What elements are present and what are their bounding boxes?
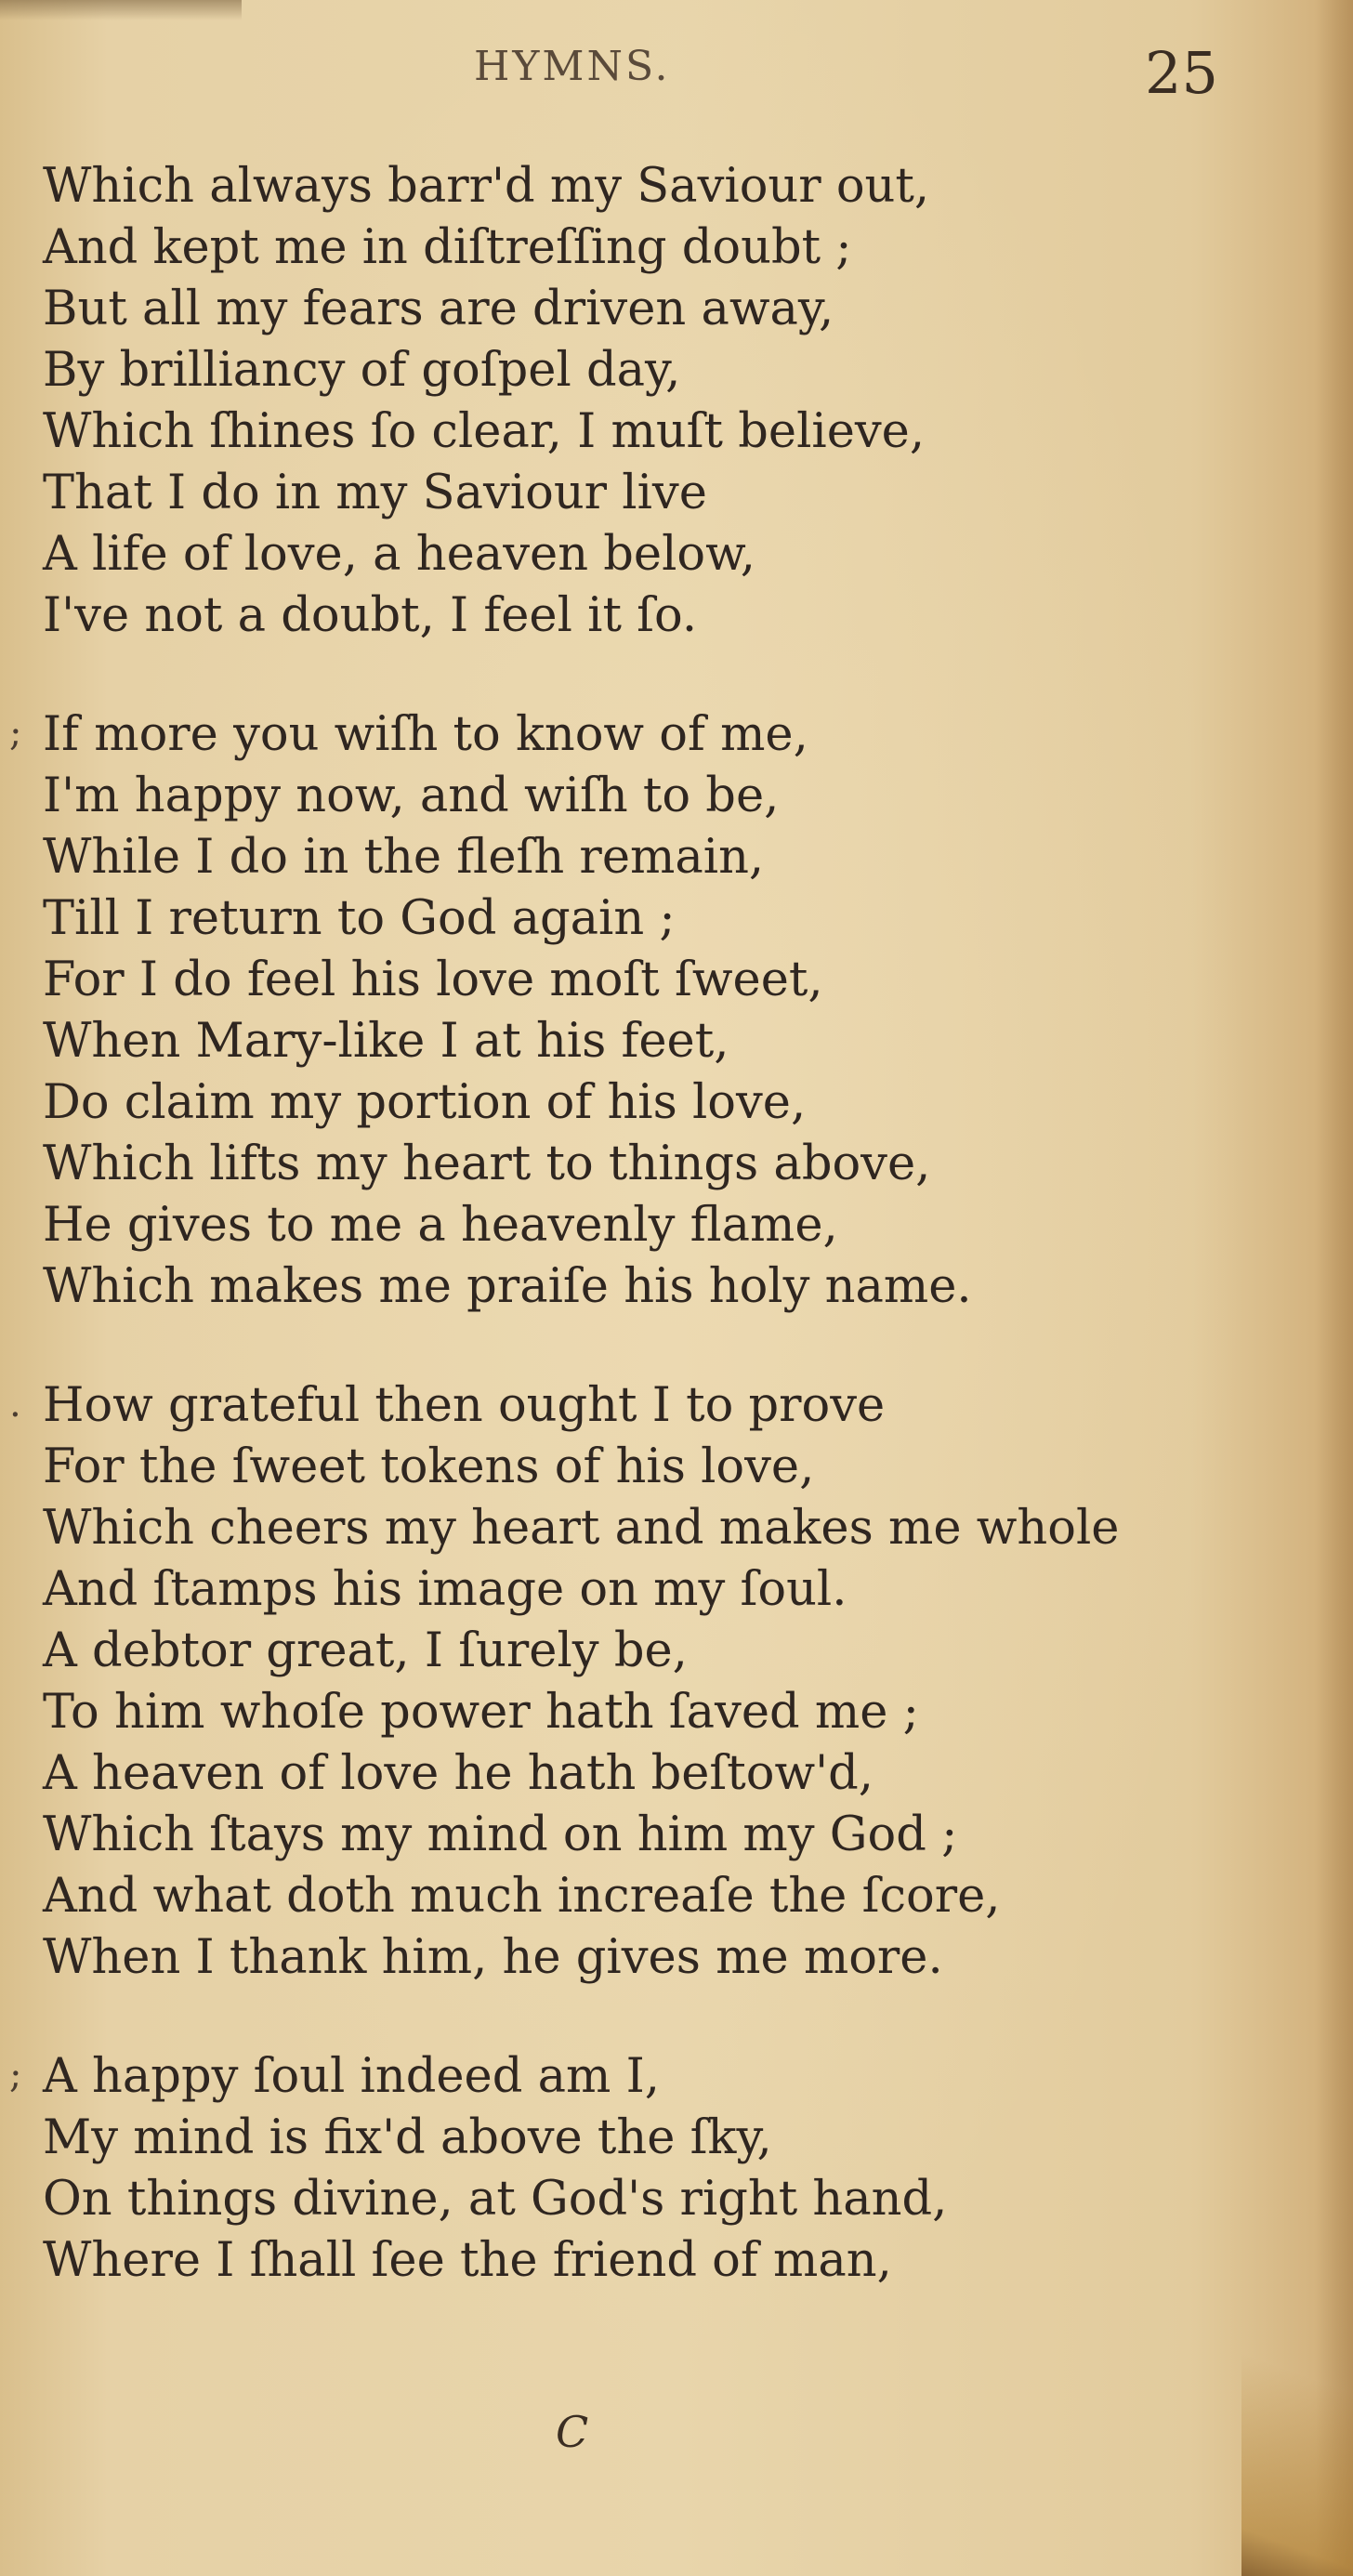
- verse-line: Which ſtays my mind on him my God ;: [43, 1807, 958, 1862]
- verse-line: Till I return to God again ;: [43, 891, 676, 946]
- verse-line: While I do in the fleſh remain,: [43, 830, 765, 885]
- verse-line: Which ſhines ſo clear, I muſt believe,: [43, 404, 926, 459]
- verse-line: When I thank him, he gives me more.: [43, 1930, 943, 1985]
- verse-line: Where I ſhall ſee the friend of man,: [43, 2233, 892, 2288]
- verse-line: On things divine, at God's right hand,: [43, 2172, 948, 2227]
- page-edge-shadow: [1316, 0, 1353, 2576]
- verse-line: How grateful then ought I to prove: [43, 1378, 886, 1433]
- verse-line: He gives to me a heavenly flame,: [43, 1198, 838, 1253]
- verse-line: Which always barr'd my Saviour out,: [43, 159, 930, 214]
- stanza-mark: .: [9, 1383, 21, 1426]
- verse-line: Do claim my portion of his love,: [43, 1075, 807, 1130]
- verse-line: Which lifts my heart to things above,: [43, 1137, 931, 1191]
- verse-line: And kept me in diſtreſſing doubt ;: [43, 220, 852, 275]
- verse-line: My mind is fix'd above the ſky,: [43, 2110, 772, 2165]
- verse-line: If more you wiſh to know of me,: [43, 707, 808, 762]
- verse-line: For I do feel his love moſt ſweet,: [43, 953, 823, 1007]
- verse-line: A life of love, a heaven below,: [43, 527, 755, 582]
- verse-line: I'm happy now, and wiſh to be,: [43, 769, 780, 823]
- signature-mark: C: [556, 2407, 589, 2457]
- page-stain: [0, 0, 242, 20]
- verse-line: I've not a doubt, I feel it ſo.: [43, 588, 698, 643]
- verse-line: And ſtamps his image on my ſoul.: [43, 1562, 847, 1617]
- stanza: [9, 1375, 1288, 1989]
- stanza: [9, 2046, 1288, 2292]
- stanza: [43, 156, 1288, 647]
- verse-line: And what doth much increaſe the ſcore,: [43, 1869, 1001, 1924]
- verse-line: Which cheers my heart and makes me whole: [43, 1501, 1120, 1556]
- verse-line: To him whoſe power hath ſaved me ;: [43, 1685, 919, 1740]
- verse-line: A happy ſoul indeed am I,: [43, 2049, 660, 2104]
- verse-line: By brilliancy of goſpel day,: [43, 343, 681, 398]
- verse-line: For the ſweet tokens of his love,: [43, 1439, 815, 1494]
- verse-line: A debtor great, I ſurely be,: [43, 1623, 688, 1678]
- stanza-mark: ;: [9, 2054, 22, 2096]
- verse-line: When Mary-like I at his feet,: [43, 1014, 729, 1069]
- verse-line: That I do in my Saviour live: [43, 466, 707, 520]
- running-head: HYMNS.: [474, 43, 671, 90]
- verse-line: But all my fears are driven away,: [43, 282, 834, 336]
- hymn-text: [9, 156, 1288, 2349]
- verse-line: A heaven of love he hath beſtow'd,: [43, 1746, 874, 1801]
- stanza: [9, 704, 1288, 1318]
- verse-line: Which makes me praiſe his holy name.: [43, 1259, 972, 1314]
- stanza-mark: ;: [9, 712, 22, 755]
- page-number: 25: [1145, 39, 1218, 107]
- page-header: [0, 39, 1353, 107]
